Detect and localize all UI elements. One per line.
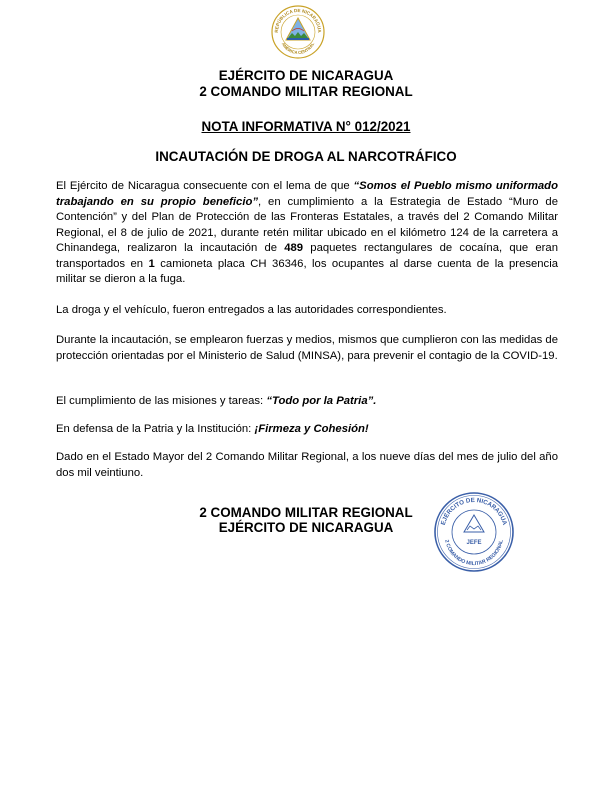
signature-line-1: 2 COMANDO MILITAR REGIONAL	[199, 505, 413, 520]
paragraph-2: La droga y el vehículo, fueron entregados a las autoridades correspondientes.	[56, 304, 447, 316]
nicaragua-coat-of-arms-icon	[270, 4, 326, 60]
paragraph-5-motto: ¡Firmeza y Cohesión!	[254, 423, 369, 435]
paragraph-4	[56, 394, 558, 410]
stamp-top-text: EJÉRCITO DE NICARAGUA	[439, 496, 509, 527]
seal-top-text: REPÚBLICA DE NICARAGUA	[273, 7, 323, 33]
nota-informativa-number: NOTA INFORMATIVA N° 012/2021	[201, 119, 411, 134]
stamp-bottom-text: 2 COMANDO MILITAR REGIONAL	[443, 539, 505, 568]
paragraph-1-middle: , en cumplimiento a la Estrategia de Estado “Muro de Contención” y del Plan de Protección de las Fronteras Estatales, a través del 2 Comando Militar Regional, el 8 de julio de 2021, durante retén militar ubicado en el kilómetro 124 de la carretera a Chinandega, realizaron la incautación de	[56, 195, 558, 254]
paragraph-3: Durante la incautación, se emplearon fuerzas y medios, mismos que cumplieron con las medidas de protección orientadas por el Ministerio de Salud (MINSA), para prevenir el contagio de la COVID-19.	[56, 334, 558, 362]
official-stamp-icon	[432, 490, 516, 574]
paragraph-1	[56, 179, 558, 288]
paragraph-1-vehicles: 1	[148, 257, 155, 270]
paragraph-1-count: 489	[284, 242, 304, 254]
paragraph-1-motto: “Somos el Pueblo mismo uniformado trabajando en su propio beneficio”	[56, 180, 558, 208]
header-line-2: 2 COMANDO MILITAR REGIONAL	[199, 84, 413, 99]
document-title: INCAUTACIÓN DE DROGA AL NARCOTRÁFICO	[155, 149, 457, 164]
paragraph-5	[56, 422, 558, 438]
stamp-center-text: JEFE	[466, 540, 482, 546]
paragraph-4-motto: “Todo por la Patria”.	[266, 395, 377, 407]
paragraph-4-lead: El cumplimiento de las misiones y tareas:	[56, 395, 267, 407]
paragraph-1-middle2: paquetes rectangulares de cocaína, que eran transportados en	[56, 242, 558, 270]
signature-line-2: EJÉRCITO DE NICARAGUA	[218, 520, 394, 535]
paragraph-6: Dado en el Estado Mayor del 2 Comando Militar Regional, a los nueve días del mes de julio del año dos mil veintiuno.	[56, 451, 558, 479]
header-line-1: EJÉRCITO DE NICARAGUA	[218, 68, 394, 83]
paragraph-5-lead: En defensa de la Patria y la Institución:	[56, 423, 255, 435]
paragraph-1-lead: El Ejército de Nicaragua consecuente con el lema de que	[56, 180, 354, 192]
paragraph-1-tail: camioneta placa CH 36346, los ocupantes al darse cuenta de la presencia militar se dieron a la fuga.	[56, 257, 559, 285]
seal-bottom-text: AMÉRICA CENTRAL	[280, 41, 316, 56]
